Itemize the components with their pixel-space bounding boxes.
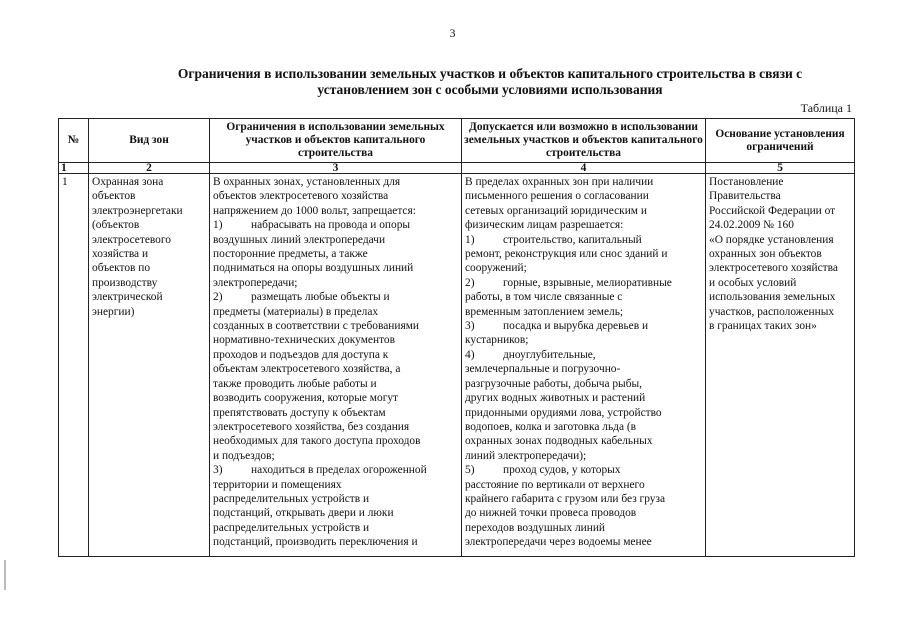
restriction-text-line: В охранных зонах, установленных для bbox=[213, 176, 401, 188]
restriction-text-line: воздушных линий электропередачи bbox=[213, 233, 386, 246]
table-header-row bbox=[59, 119, 855, 163]
restriction-text-line: объектов электросетевого хозяйства bbox=[213, 190, 389, 203]
restrictions-table bbox=[58, 118, 855, 557]
allowed-text-line: временным затоплением земель; bbox=[465, 305, 624, 318]
title-line-2: установлением зон с особыми условиями использования bbox=[317, 82, 663, 97]
zone-text-line: (объектов bbox=[92, 219, 140, 232]
basis-text-line: «О порядке установления bbox=[709, 233, 834, 246]
restriction-text-line: проходов и подъездов для доступа к bbox=[213, 348, 389, 361]
restriction-text-line: электропередачи; bbox=[213, 276, 298, 289]
restriction-text-line: распределительных устройств и bbox=[213, 492, 370, 505]
restriction-text-line: необходимых для такого доступа проходов bbox=[213, 435, 421, 448]
allowed-text-line: придонными орудиями лова, устройство bbox=[465, 406, 662, 419]
header-basis: Основание установления ограничений bbox=[706, 119, 855, 163]
restriction-text-line: напряжением до 1000 вольт, запрещается: bbox=[213, 204, 416, 217]
allowed-text-line: сооружений; bbox=[465, 262, 527, 275]
basis-text-line: охранных зон объектов bbox=[709, 248, 822, 261]
allowed-text-line: расстояние по вертикали от верхнего bbox=[465, 478, 645, 491]
allowed-text-line: 5) проход судов, у которых bbox=[465, 464, 621, 477]
header-restrictions: Ограничения в использовании земельных участков и объектов капитального строительства bbox=[210, 119, 462, 163]
zone-text-line: объектов bbox=[92, 190, 136, 203]
restriction-text-line: подстанций, производить переключения и bbox=[213, 536, 418, 549]
title-line-1: Ограничения в использовании земельных участков и объектов капитального строительства в связи с bbox=[177, 66, 803, 81]
allowed-text-line: ремонт, реконструкция или снос зданий и bbox=[465, 248, 668, 261]
zone-type-cell bbox=[89, 174, 210, 557]
restriction-text-line: также проводить любые работы и bbox=[213, 377, 377, 390]
header-number: № bbox=[59, 119, 89, 163]
scan-edge-mark bbox=[4, 560, 6, 590]
restriction-text-line: электросетевого хозяйства, без создания bbox=[213, 420, 410, 433]
basis-text-line: электросетевого хозяйства bbox=[709, 262, 838, 275]
restriction-text-line: 3) находиться в пределах огороженной bbox=[213, 464, 427, 477]
list-number: 2) bbox=[213, 291, 223, 304]
allowed-text-line: до нижней точки провеса проводов bbox=[465, 507, 637, 520]
header-zone-type: Вид зон bbox=[89, 119, 210, 163]
allowed-text-line: 3) посадка и вырубка деревьев и bbox=[465, 320, 649, 333]
restriction-text-line: распределительных устройств и bbox=[213, 521, 370, 534]
zone-text-line: хозяйства и bbox=[92, 248, 149, 261]
allowed-text-line: разгрузочные работы, добыча рыбы, bbox=[465, 377, 643, 390]
column-number: 1 bbox=[59, 163, 89, 174]
allowed-text-line: 4) дноуглубительные, bbox=[465, 348, 596, 361]
allowed-text-line: переходов воздушных линий bbox=[465, 521, 606, 534]
allowed-text-line: землечерпальные и погрузочно- bbox=[465, 363, 621, 376]
restriction-text-line: объектам электросетевого хозяйства, а bbox=[213, 363, 401, 376]
allowed-text-line: крайнего габарита с грузом или без груза bbox=[465, 492, 666, 505]
list-number: 5) bbox=[465, 464, 475, 477]
allowed-text-line: кустарников; bbox=[465, 334, 529, 347]
column-number: 3 bbox=[210, 163, 462, 174]
column-number: 5 bbox=[706, 163, 855, 174]
basis-text-line: Правительства bbox=[709, 190, 781, 203]
list-number: 2) bbox=[465, 276, 475, 289]
zone-text-line: электроэнергетаки bbox=[92, 204, 183, 217]
restriction-text-line: возводить сооружения, которые могут bbox=[213, 392, 399, 405]
table-caption: Таблица 1 bbox=[800, 101, 852, 115]
restriction-text-line: подниматься на опоры воздушных линий bbox=[213, 262, 414, 275]
restriction-text-line: подстанций, открывать двери и люки bbox=[213, 507, 394, 520]
zone-text-line: энергии) bbox=[92, 305, 135, 318]
allowed-text-line: водопоев, колка и заготовка льда (в bbox=[465, 420, 637, 433]
column-number: 4 bbox=[462, 163, 706, 174]
list-number: 4) bbox=[465, 348, 475, 361]
allowed-text-line: письменного решения о согласовании bbox=[465, 190, 649, 203]
basis-text-line: участков, расположенных bbox=[709, 305, 835, 318]
allowed-text-line: В пределах охранных зон при наличии bbox=[465, 176, 654, 188]
row-number: 1 bbox=[59, 174, 89, 557]
column-number-row bbox=[59, 163, 855, 174]
zone-text-line: Охранная зона bbox=[92, 176, 164, 188]
page-number: 3 bbox=[449, 26, 456, 40]
restriction-text-line: предметы (материалы) в пределах bbox=[213, 305, 379, 318]
allowed-text-line: работы, в том числе связанные с bbox=[465, 291, 623, 304]
zone-text-line: объектов по bbox=[92, 262, 151, 275]
allowed-text-line: 1) строительство, капитальный bbox=[465, 233, 642, 246]
basis-text-line: Российской Федерации от bbox=[709, 204, 836, 217]
allowed-text-line: электропередачи через водоемы менее bbox=[465, 536, 652, 549]
restriction-text-line: препятствовать доступу к объектам bbox=[213, 406, 386, 419]
zone-text-line: производству bbox=[92, 276, 158, 289]
table-row bbox=[59, 174, 855, 557]
allowed-text-line: сетевых организаций юридическим и bbox=[465, 204, 647, 217]
allowed-text-line: 2) горные, взрывные, мелиоративные bbox=[465, 276, 672, 289]
basis-text-line: Постановление bbox=[709, 176, 784, 188]
restriction-text-line: созданных в соответствии с требованиями bbox=[213, 320, 419, 333]
basis-text-line: 24.02.2009 № 160 bbox=[709, 219, 794, 232]
basis-cell bbox=[706, 174, 855, 557]
zone-text-line: электрической bbox=[92, 291, 163, 304]
restriction-text-line: нормативно-технических документов bbox=[213, 334, 395, 347]
restriction-text-line: и подъездов; bbox=[213, 449, 275, 462]
basis-text-line: в границах таких зон» bbox=[709, 320, 817, 333]
restriction-text-line: посторонние предметы, а также bbox=[213, 248, 368, 261]
allowed-cell bbox=[462, 174, 706, 557]
restriction-text-line: 2) размещать любые объекты и bbox=[213, 291, 390, 304]
list-number: 1) bbox=[213, 219, 223, 232]
list-number: 3) bbox=[465, 320, 475, 333]
column-number: 2 bbox=[89, 163, 210, 174]
basis-text-line: и особых условий bbox=[709, 276, 797, 289]
restriction-text-line: территории и помещениях bbox=[213, 478, 342, 491]
allowed-text-line: других водных животных и растений bbox=[465, 392, 646, 405]
allowed-text-line: линий электропередачи); bbox=[465, 449, 587, 462]
allowed-text-line: охранных зонах подводных кабельных bbox=[465, 435, 653, 448]
basis-text-line: использования земельных bbox=[709, 291, 836, 304]
restriction-text-line: 1) набрасывать на провода и опоры bbox=[213, 219, 411, 232]
list-number: 1) bbox=[465, 233, 475, 246]
list-number: 3) bbox=[213, 464, 223, 477]
allowed-text-line: физическим лицам разрешается: bbox=[465, 219, 624, 232]
document-title bbox=[100, 66, 880, 98]
header-allowed: Допускается или возможно в использовании земельных участков и объектов капитального строительства bbox=[462, 119, 706, 163]
restrictions-cell bbox=[210, 174, 462, 557]
zone-text-line: электросетевого bbox=[92, 233, 171, 246]
